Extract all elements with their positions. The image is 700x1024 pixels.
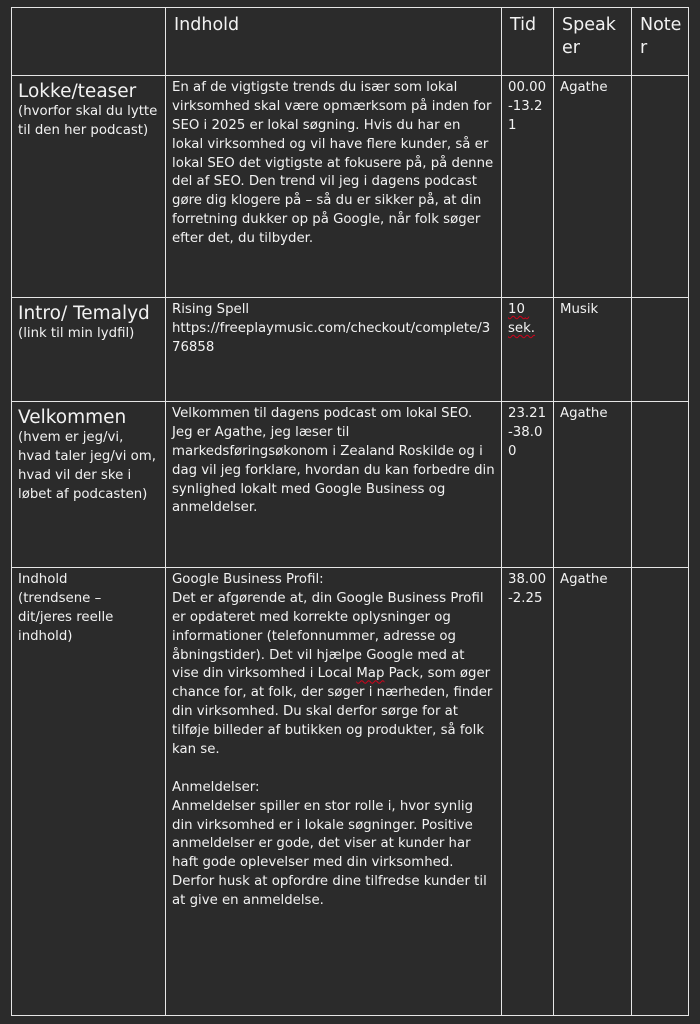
header-cell-empty — [12, 8, 166, 76]
header-cell-notes: Noter — [632, 8, 689, 76]
time-cell: 23.21-38.00 — [502, 402, 554, 568]
section-subtitle: (link til min lydfil) — [18, 326, 135, 342]
table-row-content — [12, 568, 689, 1016]
podcast-script-table — [11, 7, 689, 1016]
speaker-cell: Agathe — [554, 76, 632, 298]
time-cell: 00.00-13.21 — [502, 76, 554, 298]
spellcheck-word: Map — [356, 666, 385, 682]
section-subtitle: (trendsene – dit/jeres reelle indhold) — [18, 590, 114, 644]
speaker-cell: Agathe — [554, 568, 632, 1016]
table-row-teaser — [12, 76, 689, 298]
section-subtitle: (hvorfor skal du lytte til den her podcast) — [18, 104, 158, 139]
notes-cell — [632, 76, 689, 298]
header-cell-speaker: Speaker — [554, 8, 632, 76]
content-cell: Rising Spell https://freeplaymusic.com/checkout/complete/376858 — [166, 298, 502, 402]
time-value: 10 sek. — [508, 302, 536, 336]
section-cell — [12, 298, 166, 402]
notes-cell — [632, 568, 689, 1016]
speaker-cell: Agathe — [554, 402, 632, 568]
header-cell-content: Indhold — [166, 8, 502, 76]
content-cell: Velkommen til dagens podcast om lokal SEO. Jeg er Agathe, jeg læser til markedsføringsøkonom i Zealand Roskilde og i dag vil jeg forklare, hvordan du kan forbedre din synlighed lokalt med Google Business og anmeldelser. — [166, 402, 502, 568]
time-cell — [502, 298, 554, 402]
notes-cell — [632, 298, 689, 402]
section-title: Indhold — [18, 572, 68, 587]
paragraph-spacer — [172, 760, 495, 779]
section-cell — [12, 76, 166, 298]
table-row-intro — [12, 298, 689, 402]
notes-cell — [632, 402, 689, 568]
content-cell: En af de vigtigste trends du især som lokal virksomhed skal være opmærksom på inden for SEO i 2025 er lokal søgning. Hvis du har en lokal virksomhed og vil have flere kunder, så er lokal SEO det vigtigste at fokusere på, på denne del af SEO. Den trend vil jeg i dagens podcast gøre dig klogere på – så du er sikker på, at din forretning dukker op på Google, når folk søger efter det, du tilbyder. — [166, 76, 502, 298]
content-paragraph-reviews: Anmeldelser spiller en stor rolle i, hvor synlig din virksomhed er i lokale søgninger. Positive anmeldelser er gode, det viser at kunder har haft gode oplevelser med din virksomhed. Derfor husk at opfordre dine tilfredse kunder til at give en anmeldelse. — [172, 798, 487, 908]
header-row — [12, 8, 689, 76]
section-cell — [12, 402, 166, 568]
time-cell: 38.00-2.25 — [502, 568, 554, 1016]
section-subtitle: (hvem er jeg/vi, hvad taler jeg/vi om, hvad vil der ske i løbet af podcasten) — [18, 430, 156, 502]
section-cell — [12, 568, 166, 1016]
table-row-welcome — [12, 402, 689, 568]
content-paragraph-google-business: Det er afgørende at, din Google Business Profil er opdateret med korrekte oplysninger og informationer (telefonnummer, adresse og åbningstider). Det vil hjælpe Google med at vise din virksomhed i Local Map Pack, som øger chance for, at folk, der søger i nærheden, finder din virksomhed. Du skal derfor sørge for at tilføje billeder af butikken og produkter, så folk kan se. — [172, 590, 493, 757]
content-heading-google-business: Google Business Profil: — [172, 572, 324, 587]
section-title: Lokke/teaser — [18, 81, 137, 102]
content-heading-reviews: Anmeldelser: — [172, 779, 260, 795]
header-cell-time: Tid — [502, 8, 554, 76]
speaker-cell: Musik — [554, 298, 632, 402]
section-title: Intro/ Temalyd — [18, 303, 150, 324]
content-cell — [166, 568, 502, 1016]
section-title: Velkommen — [18, 407, 127, 428]
